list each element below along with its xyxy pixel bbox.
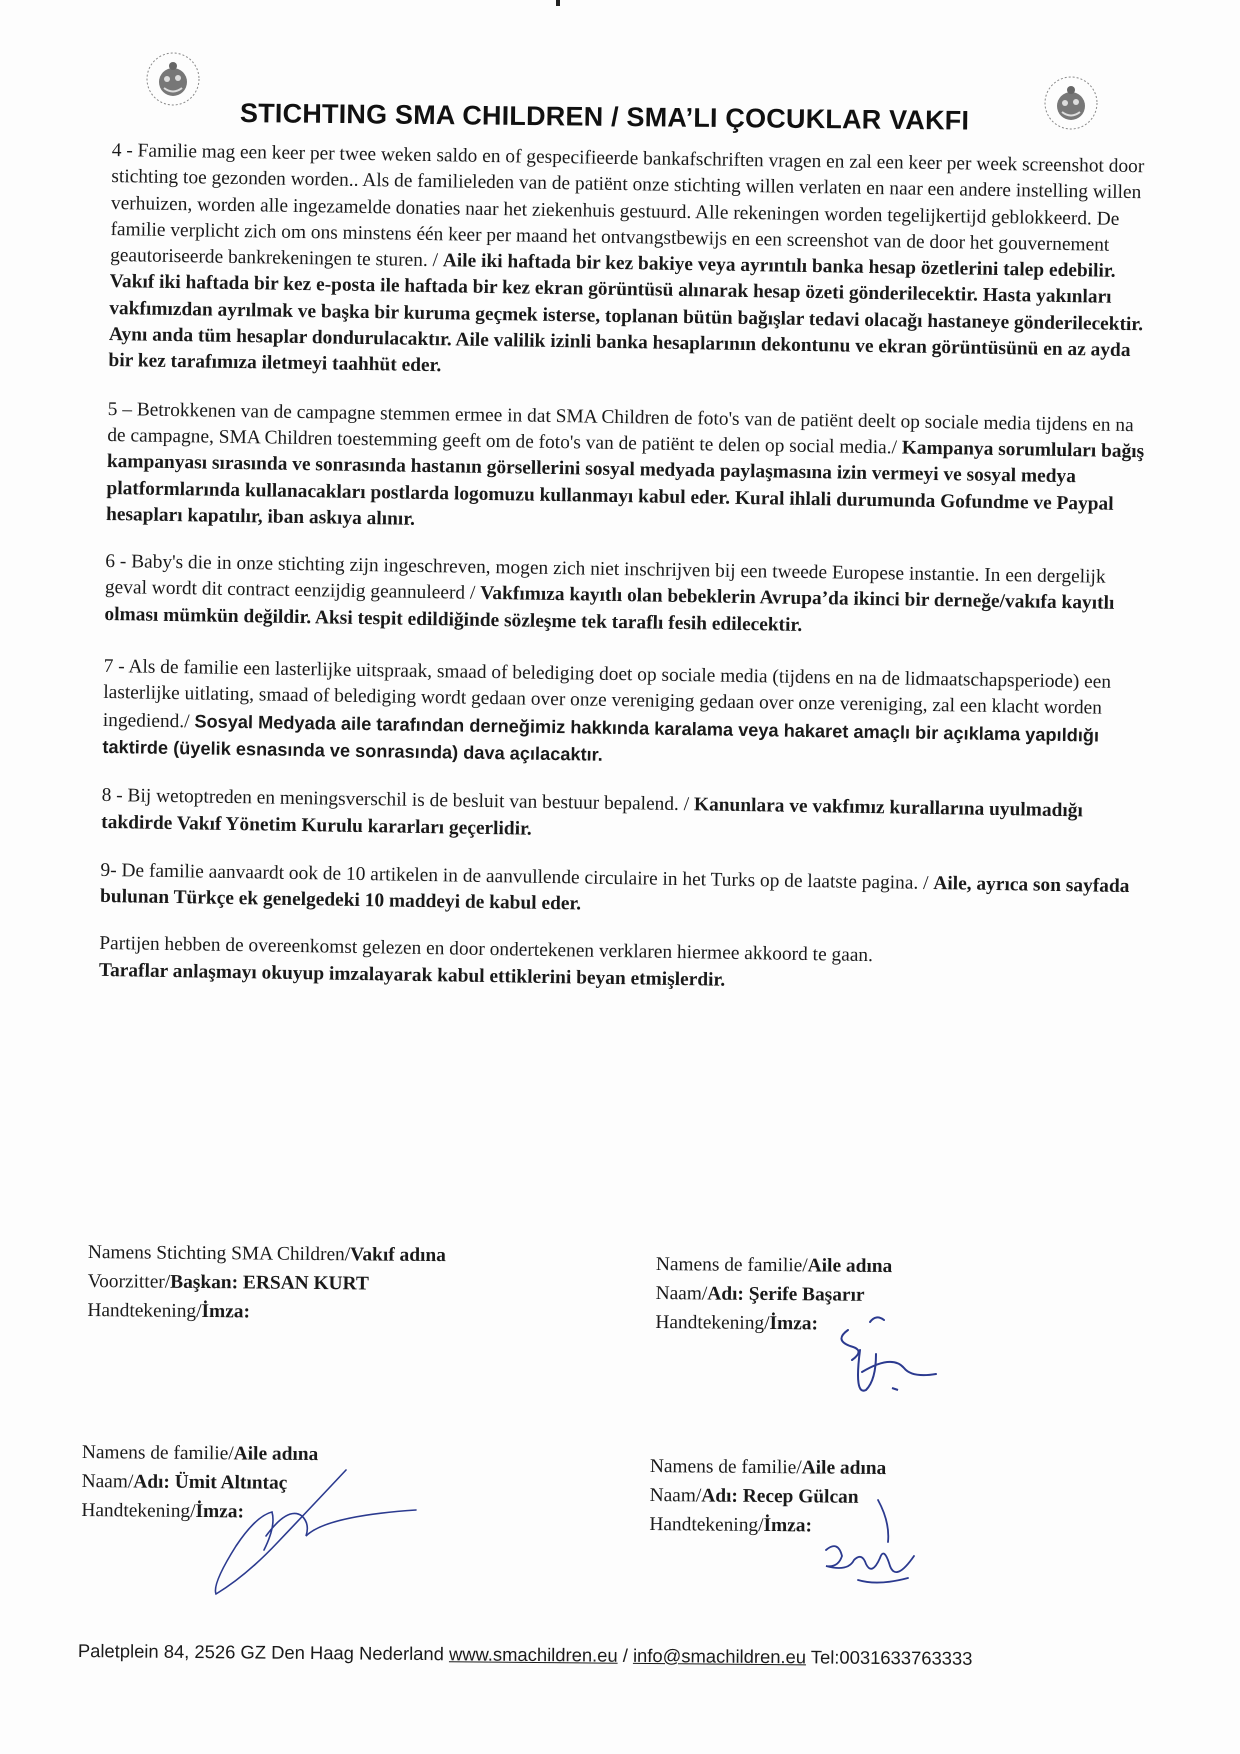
family-2-name-dutch: Naam/ xyxy=(81,1470,134,1493)
clause-6 xyxy=(104,549,1145,644)
agreement-dutch: Partijen hebben de overeenkomst gelezen en door ondertekenen verklaren hiermee akkoord te gaan. xyxy=(99,933,874,967)
foundation-sign-dutch: Handtekening/ xyxy=(87,1299,202,1322)
foundation-role-dutch: Voorzitter/ xyxy=(87,1270,171,1293)
family-3-sign-turkish: İmza: xyxy=(763,1514,813,1537)
foundation-logo-right-icon xyxy=(1038,72,1104,134)
handwritten-signature-family-3-icon xyxy=(818,1496,928,1600)
clause-7 xyxy=(102,654,1144,778)
clause-6-turkish: Vakfımıza kayıtlı olan bebeklerin Avrupa’da ikinci bir derneğe/vakıfa kayıtlı olması mümkün değildir. Aksi tespit edildiğinde sözleşme tek taraflı fesih edilecektir. xyxy=(104,583,1115,636)
foundation-sign-turkish: İmza: xyxy=(201,1300,251,1323)
clause-7-dutch: 7 - Als de familie een lasterlijke uitspraak, smaad of belediging doet op sociale media (tijdens en na de lidmaatschapsperiode) een lasterlijke uitlating, smaad of belediging wordt gedaan over onze vereniging gedaan over onze vereniging, zal een klacht worden ingediend./ xyxy=(102,655,1112,733)
family-1-name-dutch: Naam/ xyxy=(655,1282,708,1305)
clause-4 xyxy=(108,138,1152,391)
family-3-on-behalf-dutch: Namens de familie/ xyxy=(649,1455,802,1479)
footer-website-link[interactable]: www.smachildren.eu xyxy=(448,1643,618,1666)
clause-5-dutch: 5 – Betrokkenen van de campagne stemmen ermee in dat SMA Children de foto's van de patiënt deelt op sociale media tijdens en na de campagne, SMA Children toestemming geeft om de foto's van de patiënt te delen op social media./ xyxy=(107,398,1134,459)
clause-5-turkish: Kampanya sorumluları bağış kampanyası sırasında ve sonrasında hastanın görsellerini sosyal medyada paylaşmasına izin vermeyi ve sosyal medya platformlarında kullanacakları postlarda logomuzu kullanmayı kabul eder. Kural ihlali durumunda Gofundme ve Paypal hesapları kapatılır, iban askıya alınır. xyxy=(105,437,1145,530)
clause-4-turkish: Aile iki haftada bir kez bakiye veya ayrıntılı banka hesap özetlerini talep edebilir. Vakıf iki haftada bir kez e-posta ile haftada bir kez ekran görüntüsü alınarak hesap özeti gönderilecektir. Hasta yakınları vakfımızdan ayrılmak ve başka bir kuruma geçmek isterse, toplanan bütün bağışlar tedavi olacağı hastaneye gönderilecektir. Aynı anda tüm hesaplar dondurulacaktır. Aile valilik izinli banka hesaplarının dekontunu ve ekran görüntüsünü en az ayda bir kez tarafımıza iletmeyi taahhüt eder. xyxy=(108,250,1144,377)
family-2-sign-dutch: Handtekening/ xyxy=(81,1499,196,1522)
family-1-sign-dutch: Handtekening/ xyxy=(655,1311,770,1334)
clause-9-dutch: 9- De familie aanvaardt ook de 10 artikelen in de aanvullende circulaire in het Turks op de laatste pagina. / xyxy=(100,859,934,894)
foundation-role-turkish: Başkan: ERSAN KURT xyxy=(170,1271,369,1295)
clause-7-turkish: Sosyal Medyada aile tarafından derneğimiz hakkında karalama veya hakaret amaçlı bir açıklama yapıldığı taktirde (üyelik esnasında ve sonrasında) dava açılacaktır. xyxy=(102,711,1100,765)
clause-5 xyxy=(106,397,1148,545)
clauses-section xyxy=(99,138,1152,1000)
family-3-on-behalf-turkish: Aile adına xyxy=(801,1457,887,1480)
foundation-on-behalf-dutch: Namens Stichting SMA Children/ xyxy=(87,1241,351,1266)
family-2-sign-turkish: İmza: xyxy=(195,1500,245,1523)
family-1-on-behalf-turkish: Aile adına xyxy=(807,1255,893,1278)
footer-separator: / xyxy=(617,1644,634,1666)
family-3-name-turkish: Adı: Recep Gülcan xyxy=(701,1485,859,1508)
handwritten-signature-family-2-icon xyxy=(206,1466,420,1598)
clause-8 xyxy=(101,783,1142,852)
clause-8-dutch: 8 - Bij wetoptreden en meningsverschil is de besluit van bestuur bepalend. / xyxy=(101,785,695,816)
family-2-on-behalf-dutch: Namens de familie/ xyxy=(81,1441,234,1465)
footer-contact xyxy=(78,1640,1178,1672)
clause-6-dutch: 6 - Baby's die in onze stichting zijn ingeschreven, mogen zich niet inschrijven bij een tweede Europese instantie. In een dergelijk geval wordt dit contract eenzijdig geannuleerd / xyxy=(104,551,1106,605)
family-2-on-behalf-turkish: Aile adına xyxy=(233,1443,319,1466)
foundation-logo-left-icon xyxy=(142,48,204,110)
footer-address: Paletplein 84, 2526 GZ Den Haag Nederland xyxy=(77,1640,450,1665)
foundation-on-behalf-turkish: Vakıf adına xyxy=(350,1244,447,1267)
agreement-turkish: Taraflar anlaşmayı okuyup imzalayarak kabul ettiklerini beyan etmişlerdir. xyxy=(98,959,726,991)
page-title: STICHTING SMA CHILDREN / SMA’LI ÇOCUKLAR VAKFI xyxy=(239,98,970,136)
family-1-on-behalf-dutch: Namens de familie/ xyxy=(655,1253,808,1277)
family-2-name-turkish: Adı: Ümit Altıntaç xyxy=(133,1471,288,1494)
footer-email-link[interactable]: info@smachildren.eu xyxy=(632,1644,807,1668)
footer-phone: Tel:0031633763333 xyxy=(805,1646,973,1669)
family-1-sign-turkish: İmza: xyxy=(769,1312,819,1335)
clause-8-turkish: Kanunlara ve vakfımız kurallarına uyulmadığı takdirde Vakıf Yönetim Kurulu kararları geçerlidir. xyxy=(101,794,1084,840)
family-3-sign-dutch: Handtekening/ xyxy=(649,1513,764,1536)
clause-4-dutch: 4 - Familie mag een keer per twee weken saldo en of gespecifieerde bankafschriften vragen en zal een keer per week screenshot door stichting toe gezonden worden.. Als de familieleden van de patiënt onze stichting willen verlaten en naar een andere instelling willen verhuizen, worden alle ingezamelde donaties naar het ziekenhuis gestuurd. Alle rekeningen worden tegelijkertijd geblokkeerd. De familie verplicht zich om ons minstens één keer per maand het ontvangstbewijs en een screenshot van de door het gouvernement geautoriseerde bankrekeningen te sturen. / xyxy=(109,139,1145,272)
agreement-statement xyxy=(99,931,1140,1000)
family-1-name-turkish: Adı: Şerife Başarır xyxy=(707,1283,865,1306)
clause-9 xyxy=(100,858,1141,927)
scan-mark xyxy=(556,0,560,6)
handwritten-signature-family-1-icon xyxy=(832,1310,944,1406)
family-3-name-dutch: Naam/ xyxy=(649,1484,702,1507)
signature-block-foundation xyxy=(87,1238,446,1328)
clause-9-turkish: Aile, ayrıca son sayfada bulunan Türkçe ek genelgedeki 10 maddeyi de kabul eder. xyxy=(99,872,1130,915)
